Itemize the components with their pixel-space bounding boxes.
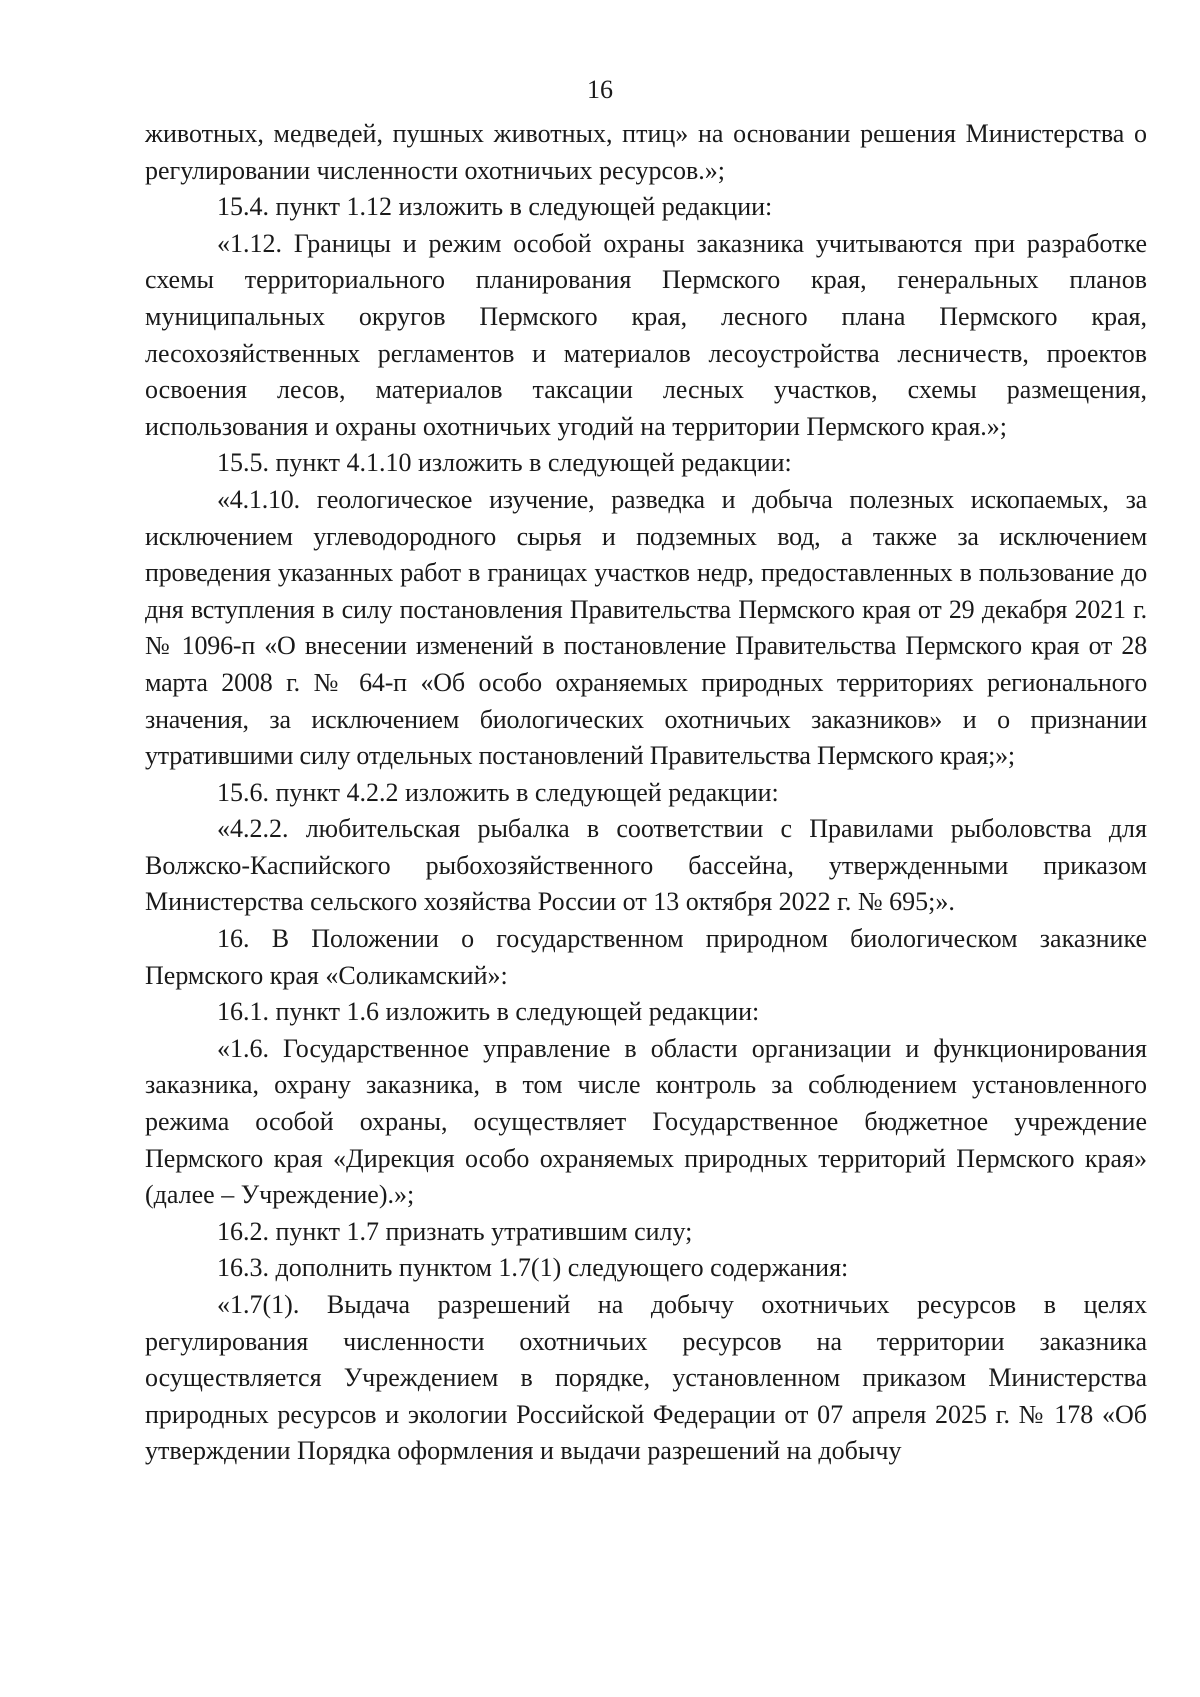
paragraph-15-5: 15.5. пункт 4.1.10 изложить в следующей редакции: (217, 448, 792, 478)
paragraph-16-1: 16.1. пункт 1.6 изложить в следующей редакции: (217, 997, 760, 1027)
paragraph-quote-1-7-1: «1.7(1). Выдача разрешений на добычу охотничьих ресурсов в целях регулирования численности охотничьих ресурсов на территории заказника осуществляется Учреждением в порядке, установленном приказом Министерства природных ресурсов и экологии Российской Федерации от 07 апреля 2025 г. № 178 «Об утверждении Порядка оформления и выдачи разрешений на добычу (145, 1290, 1147, 1466)
paragraph-16-3: 16.3. дополнить пунктом 1.7(1) следующего содержания: (217, 1253, 849, 1283)
document-body (145, 116, 1147, 1470)
paragraph-16: 16. В Положении о государственном природном биологическом заказнике Пермского края «Соликамский»: (145, 924, 1147, 990)
paragraph-15-6: 15.6. пункт 4.2.2 изложить в следующей редакции: (217, 777, 779, 807)
paragraph-quote-4-2-2: «4.2.2. любительская рыбалка в соответствии с Правилами рыболовства для Волжско-Каспийского рыбохозяйственного бассейна, утвержденными приказом Министерства сельского хозяйства России от 13 октября 2022 г. № 695;». (145, 814, 1147, 917)
paragraph-quote-1-6: «1.6. Государственное управление в области организации и функционирования заказника, охрану заказника, в том числе контроль за соблюдением установленного режима особой охраны, осуществляет Государственное бюджетное учреждение Пермского края «Дирекция особо охраняемых природных территорий Пермского края» (далее – Учреждение).»; (145, 1033, 1147, 1210)
paragraph-16-2: 16.2. пункт 1.7 признать утратившим силу; (217, 1216, 693, 1246)
paragraph-continuation: животных, медведей, пушных животных, птиц» на основании решения Министерства о регулировании численности охотничьих ресурсов.»; (145, 119, 1147, 185)
paragraph-quote-1-12: «1.12. Границы и режим особой охраны заказника учитываются при разработке схемы территориального планирования Пермского края, генеральных планов муниципальных округов Пермского края, лесного плана Пермского края, лесохозяйственных регламентов и материалов лесоустройства лесничеств, проектов освоения лесов, материалов таксации лесных участков, схемы размещения, использования и охраны охотничьих угодий на территории Пермского края.»; (145, 228, 1147, 441)
page-number: 16 (587, 75, 613, 104)
paragraph-quote-4-1-10: «4.1.10. геологическое изучение, разведка и добыча полезных ископаемых, за исключением углеводородного сырья и подземных вод, а также за исключением проведения указанных работ в границах участков недр, предоставленных в пользование до дня вступления в силу постановления Правительства Пермского края от 29 декабря 2021 г. № 1096-п «О внесении изменений в постановление Правительства Пермского края от 28 марта 2008 г. № 64-п «Об особо охраняемых природных территориях регионального значения, за исключением биологических охотничьих заказников» и о признании утратившими силу отдельных постановлений Правительства Пермского края;»; (145, 484, 1147, 771)
paragraph-15-4: 15.4. пункт 1.12 изложить в следующей редакции: (217, 192, 773, 222)
